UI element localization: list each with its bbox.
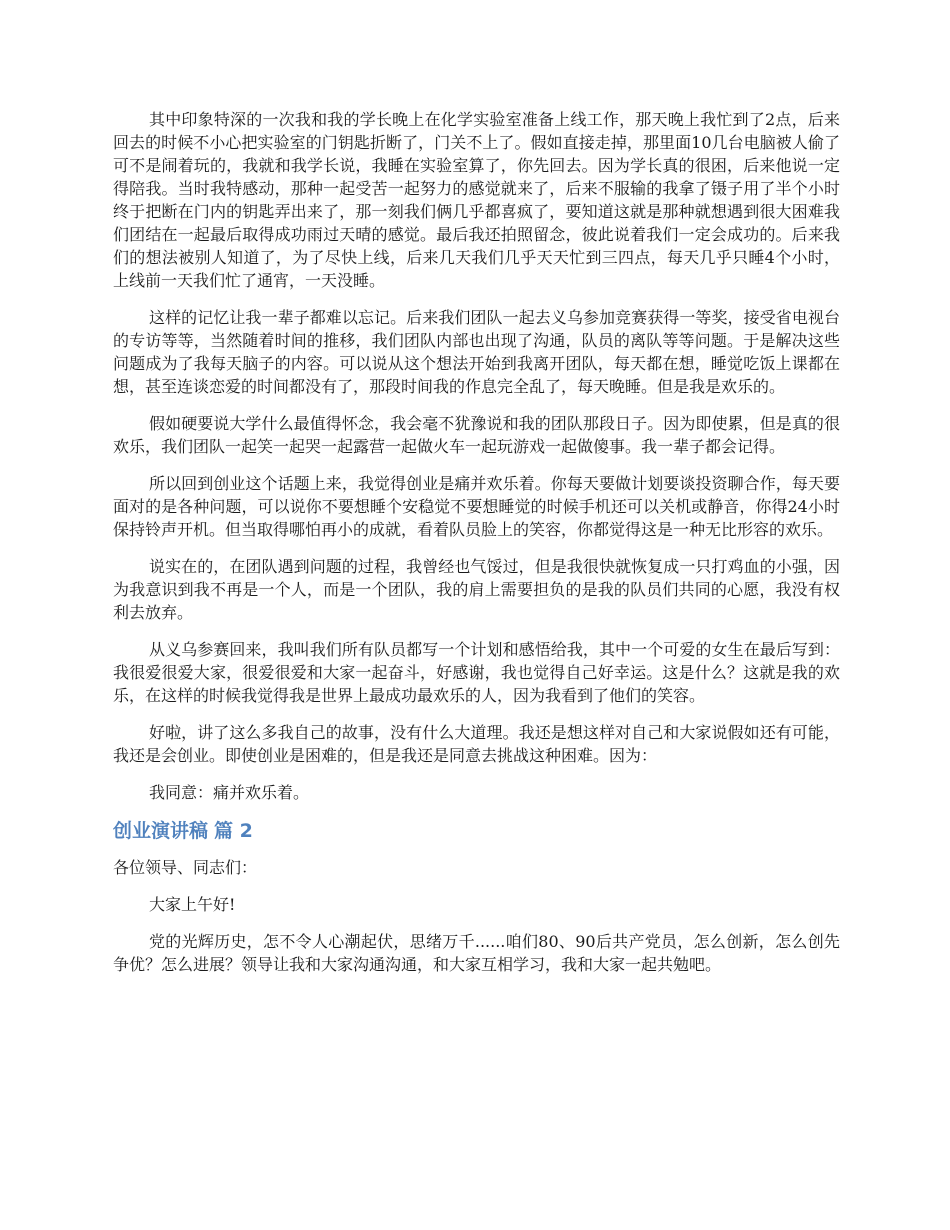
paragraph: 所以回到创业这个话题上来，我觉得创业是痛并欢乐着。你每天要做计划要谈投资聊合作，每天要面对的是各种问题，可以说你不要想睡个安稳觉不要想睡觉的时候手机还可以关机或静音，你得24小时保持铃声开机。但当取得哪怕再小的成就，看着队员脸上的笑容，你都觉得这是一种无比形容的欢乐。 bbox=[113, 474, 840, 539]
paragraph: 这样的记忆让我一辈子都难以忘记。后来我们团队一起去义乌参加竞赛获得一等奖，接受省电视台的专访等等，当然随着时间的推移，我们团队内部也出现了沟通，队员的离队等等问题。于是解决这些问题成为了我每天脑子的内容。可以说从这个想法开始到我离开团队，每天都在想，睡觉吃饭上课都在想，甚至连谈恋爱的时间都没有了，那段时间我的作息完全乱了，每天晚睡。但是我是欢乐的。 bbox=[113, 308, 840, 396]
paragraph: 党的光辉历史，怎不令人心潮起伏，思绪万千......咱们80、90后共产党员，怎么创新，怎么创先争优？怎么进展？领导让我和大家沟通沟通，和大家互相学习，我和大家一起共勉吧。 bbox=[113, 932, 840, 974]
document-page bbox=[113, 108, 840, 990]
section-heading bbox=[113, 818, 840, 844]
paragraph: 其中印象特深的一次我和我的学长晚上在化学实验室准备上线工作，那天晚上我忙到了2点，后来回去的时候不小心把实验室的门钥匙折断了，门关不上了。假如直接走掉，那里面10几台电脑被人偷了可不是闹着玩的，我就和我学长说，我睡在实验室算了，你先回去。因为学长真的很困，后来他说一定得陪我。当时我特感动，那种一起受苦一起努力的感觉就来了，后来不服输的我拿了镊子用了半个小时终于把断在门内的钥匙弄出来了，那一刻我们俩几乎都喜疯了，要知道这就是那种就想遇到很大困难我们团结在一起最后取得成功雨过天晴的感觉。最后我还拍照留念，彼此说着我们一定会成功的。后来我们的想法被别人知道了，为了尽快上线，后来几天我们几乎天天忙到三四点，每天几乎只睡4个小时，上线前一天我们忙了通宵，一天没睡。 bbox=[113, 110, 840, 290]
section-number: 篇 2 bbox=[214, 820, 253, 842]
paragraph: 假如硬要说大学什么最值得怀念，我会毫不犹豫说和我的团队那段日子。因为即使累，但是真的很欢乐，我们团队一起笑一起哭一起露营一起做火车一起玩游戏一起做傻事。我一辈子都会记得。 bbox=[113, 414, 840, 456]
paragraph: 从义乌参赛回来，我叫我们所有队员都写一个计划和感悟给我，其中一个可爱的女生在最后写到：我很爱很爱大家，很爱很爱和大家一起奋斗，好感谢，我也觉得自己好幸运。这是什么？这就是我的欢乐，在这样的时候我觉得我是世界上最成功最欢乐的人，因为我看到了他们的笑容。 bbox=[113, 640, 840, 705]
salutation: 各位领导、同志们： bbox=[113, 858, 258, 877]
paragraph: 好啦，讲了这么多我自己的故事，没有什么大道理。我还是想这样对自己和大家说假如还有可能，我还是会创业。即使创业是困难的，但是我还是同意去挑战这种困难。因为： bbox=[113, 723, 840, 765]
paragraph: 我同意：痛并欢乐着。 bbox=[149, 783, 310, 802]
section-title-text: 创业演讲稿 bbox=[113, 820, 209, 842]
paragraph: 说实在的，在团队遇到问题的过程，我曾经也气馁过，但是我很快就恢复成一只打鸡血的小强，因为我意识到我不再是一个人，而是一个团队，我的肩上需要担负的是我的队员们共同的心愿，我没有权利去放弃。 bbox=[113, 557, 840, 622]
paragraph: 大家上午好! bbox=[149, 895, 236, 914]
